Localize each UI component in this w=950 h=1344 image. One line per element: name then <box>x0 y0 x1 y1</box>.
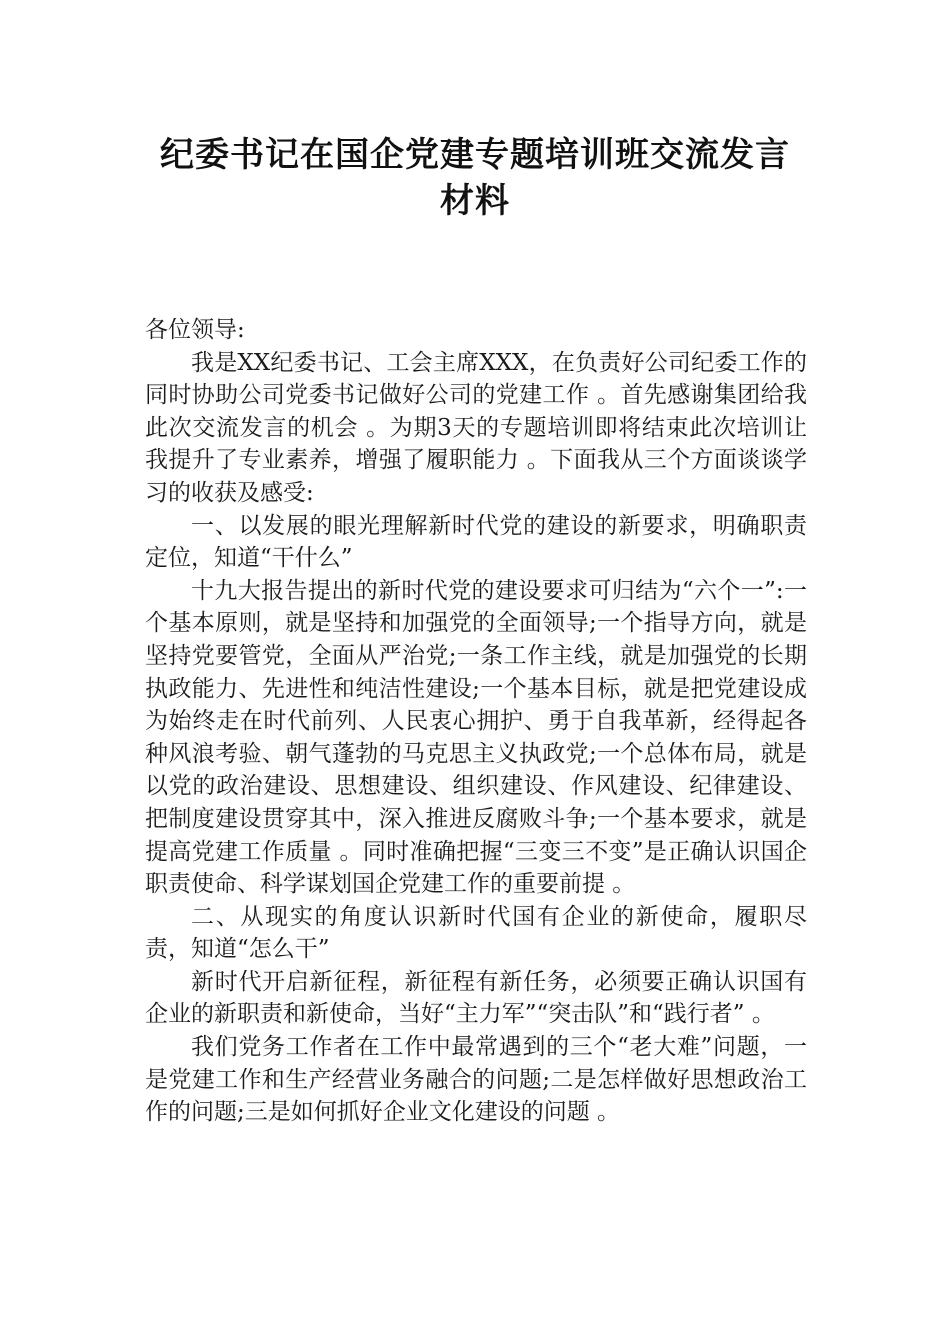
document-title: 纪委书记在国企党建专题培训班交流发言材料 <box>160 135 790 221</box>
document-body <box>145 314 807 1129</box>
section-heading-2: 二、从现实的角度认识新时代国有企业的新使命，履职尽责，知道“怎么干” <box>145 903 807 963</box>
paragraph-new-mission: 新时代开启新征程，新征程有新任务，必须要正确认识国有企业的新职责和新使命，当好“主力军”“突击队”和“践行者” 。 <box>145 968 807 1028</box>
paragraph-intro: 我是XX纪委书记、工会主席XXX，在负责好公司纪委工作的同时协助公司党委书记做好公司的党建工作 。首先感谢集团给我此次交流发言的机会 。为期3天的专题培训即将结束此次培训让我提升了专业素养，增强了履职能力 。下面我从三个方面谈谈学习的收获及感受: <box>145 349 807 506</box>
section-heading-1: 一、以发展的眼光理解新时代党的建设的新要求，明确职责定位，知道“干什么” <box>145 512 807 572</box>
paragraph-three-problems: 我们党务工作者在工作中最常遇到的三个“老大难”问题，一是党建工作和生产经营业务融合的问题;二是怎样做好思想政治工作的问题;三是如何抓好企业文化建设的问题 。 <box>145 1034 807 1126</box>
paragraph-six-ones: 十九大报告提出的新时代党的建设要求可归结为“六个一”:一个基本原则，就是坚持和加强党的全面领导;一个指导方向，就是坚持党要管党，全面从严治党;一条工作主线，就是加强党的长期执政能力、先进性和纯洁性建设;一个基本目标，就是把党建设成为始终走在时代前列、人民衷心拥护、勇于自我革新，经得起各种风浪考验、朝气蓬勃的马克思主义执政党;一个总体布局，就是以党的政治建设、思想建设、组织建设、作风建设、纪律建设、把制度建设贯穿其中，深入推进反腐败斗争;一个基本要求，就是提高党建工作质量 。同时准确把握“三变三不变”是正确认识国企职责使命、科学谋划国企党建工作的重要前提 。 <box>145 577 807 898</box>
salutation: 各位领导: <box>145 317 245 343</box>
